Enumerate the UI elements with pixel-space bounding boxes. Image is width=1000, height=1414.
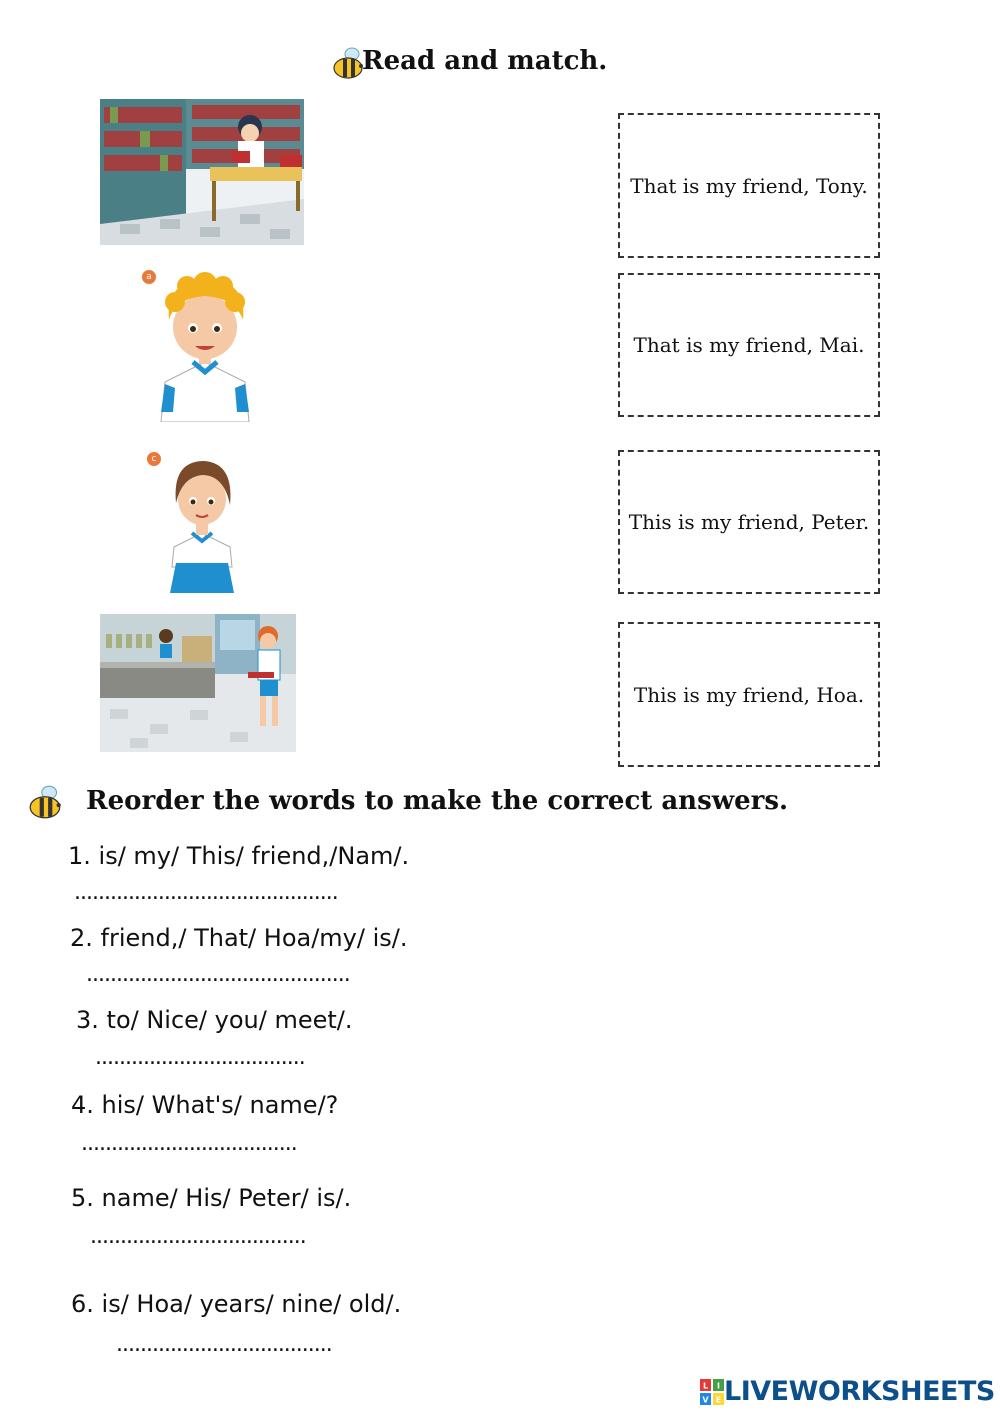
logo-mark-icon bbox=[700, 1379, 724, 1405]
brown-hair-girl-picture bbox=[166, 455, 238, 593]
canteen-picture bbox=[100, 614, 296, 752]
logo-mark-letter-v: V bbox=[702, 1395, 709, 1404]
match-box-1[interactable]: That is my friend, Tony. bbox=[618, 113, 880, 258]
logo-mark-letter-i: I bbox=[717, 1381, 720, 1390]
badge-c: c bbox=[147, 452, 161, 466]
match-box-4[interactable]: This is my friend, Hoa. bbox=[618, 622, 880, 767]
question-5: 5. name/ His/ Peter/ is/. bbox=[71, 1184, 352, 1212]
match-box-3[interactable]: This is my friend, Peter. bbox=[618, 450, 880, 594]
answer-line-1[interactable]: ............................................ bbox=[74, 880, 338, 905]
logo-text: LIVEWORKSHEETS bbox=[724, 1376, 995, 1407]
library-picture bbox=[100, 99, 304, 245]
question-3: 3. to/ Nice/ you/ meet/. bbox=[76, 1006, 353, 1034]
logo-mark-letter-l: L bbox=[702, 1381, 709, 1390]
answer-line-5[interactable]: .................................... bbox=[90, 1224, 306, 1249]
badge-a: a bbox=[142, 270, 156, 284]
question-1: 1. is/ my/ This/ friend,/Nam/. bbox=[68, 842, 410, 870]
liveworksheets-logo bbox=[700, 1376, 995, 1407]
match-box-2[interactable]: That is my friend, Mai. bbox=[618, 273, 880, 417]
answer-line-2[interactable]: ............................................ bbox=[86, 962, 350, 987]
question-4: 4. his/ What's/ name/? bbox=[71, 1091, 339, 1119]
answer-line-4[interactable]: .................................... bbox=[81, 1131, 297, 1156]
curly-boy-picture bbox=[155, 272, 255, 422]
answer-line-3[interactable]: ................................... bbox=[95, 1045, 305, 1070]
answer-line-6[interactable]: .................................... bbox=[116, 1332, 332, 1357]
section1-title: Read and match. bbox=[362, 46, 608, 76]
question-6: 6. is/ Hoa/ years/ nine/ old/. bbox=[71, 1290, 402, 1318]
question-2: 2. friend,/ That/ Hoa/my/ is/. bbox=[70, 924, 408, 952]
logo-mark-letter-e: E bbox=[715, 1395, 722, 1404]
bee-icon bbox=[26, 782, 66, 827]
section2-title: Reorder the words to make the correct answers. bbox=[86, 786, 789, 816]
